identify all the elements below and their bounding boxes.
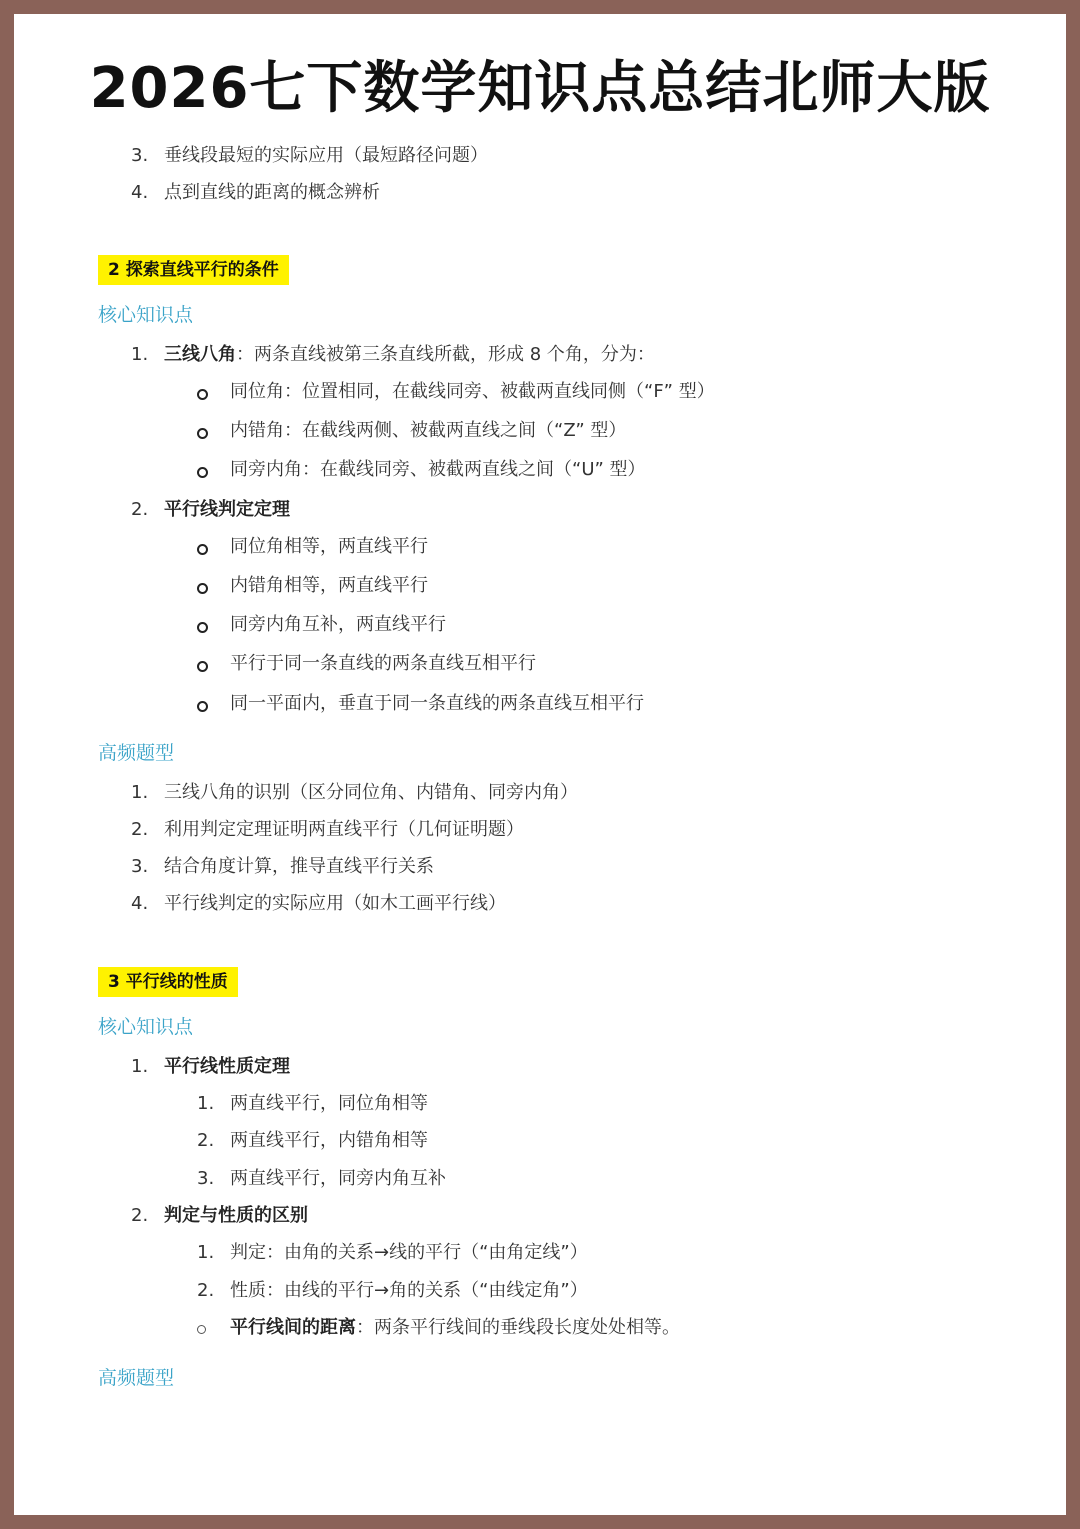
section-heading: 3 平行线的性质 <box>98 967 238 997</box>
section-heading: 2 探索直线平行的条件 <box>98 255 289 285</box>
term-bold: 平行线判定定理 <box>164 499 290 520</box>
term-bold: 平行线性质定理 <box>164 1056 290 1077</box>
list-text: 结合角度计算，推导直线平行关系 <box>164 856 434 877</box>
sub-list-text: 平行于同一条直线的两条直线互相平行 <box>230 653 536 674</box>
page-title: 2026七下数学知识点总结北师大版 <box>89 56 991 121</box>
core-knowledge-label: 核心知识点 <box>98 1016 194 1038</box>
circle-bullet-icon <box>197 428 208 439</box>
circle-bullet-icon <box>197 583 208 594</box>
circle-bullet-icon <box>197 622 208 633</box>
list-number: 3. <box>131 145 149 166</box>
list-number: 1. <box>131 1056 149 1077</box>
document-page <box>14 14 1066 1515</box>
sub-list-text: 同一平面内，垂直于同一条直线的两条直线互相平行 <box>230 693 644 714</box>
term-bold: 判定与性质的区别 <box>164 1205 308 1226</box>
list-number: 3. <box>131 856 149 877</box>
list-text: 平行线判定的实际应用（如木工画平行线） <box>164 893 506 914</box>
list-number: 2. <box>131 819 149 840</box>
sub-list-text: 两直线平行，内错角相等 <box>230 1130 428 1151</box>
list-number: 1. <box>131 344 149 365</box>
list-number: 4. <box>131 182 149 203</box>
sub-list-number: 2. <box>197 1130 215 1151</box>
sub-list-text: 内错角相等，两直线平行 <box>230 575 428 596</box>
list-text: 垂线段最短的实际应用（最短路径问题） <box>164 145 488 166</box>
list-number: 2. <box>131 499 149 520</box>
list-number: 1. <box>131 782 149 803</box>
list-number: 2. <box>131 1205 149 1226</box>
circle-bullet-icon <box>197 389 208 400</box>
sub-list-text: 同位角相等，两直线平行 <box>230 536 428 557</box>
sub-list-text: 判定：由角的关系→线的平行（“由角定线”） <box>230 1242 588 1263</box>
sub-list-text: 内错角：在截线两侧、被截两直线之间（“Z” 型） <box>230 420 627 441</box>
sub-list-text: 性质：由线的平行→角的关系（“由线定角”） <box>230 1280 588 1301</box>
core-knowledge-label: 核心知识点 <box>98 304 194 326</box>
list-number: 4. <box>131 893 149 914</box>
term-bold: 三线八角 <box>164 344 236 365</box>
sub-list-text: 同位角：位置相同，在截线同旁、被截两直线同侧（“F” 型） <box>230 381 715 402</box>
sub-list-number: 2. <box>197 1280 215 1301</box>
term-definition: ：两条平行线间的垂线段长度处处相等。 <box>356 1317 680 1338</box>
frequent-questions-label: 高频题型 <box>98 742 175 764</box>
frequent-questions-label: 高频题型 <box>98 1367 175 1389</box>
list-text: 点到直线的距离的概念辨析 <box>164 182 380 203</box>
sub-list-text: 两直线平行，同位角相等 <box>230 1093 428 1114</box>
circle-bullet-icon <box>197 661 208 672</box>
list-text: 三线八角的识别（区分同位角、内错角、同旁内角） <box>164 782 578 803</box>
circle-bullet-icon <box>197 701 208 712</box>
term-bold: 平行线间的距离 <box>230 1317 356 1338</box>
circle-bullet-icon <box>197 544 208 555</box>
sub-list-number: 1. <box>197 1093 215 1114</box>
circle-bullet-icon <box>197 467 208 478</box>
sub-list-text: 同旁内角：在截线同旁、被截两直线之间（“U” 型） <box>230 459 646 480</box>
circle-bullet-icon <box>197 1325 206 1334</box>
sub-list-number: 3. <box>197 1168 215 1189</box>
sub-list-text: 同旁内角互补，两直线平行 <box>230 614 446 635</box>
sub-list-number: 1. <box>197 1242 215 1263</box>
term-definition: ：两条直线被第三条直线所截，形成 8 个角，分为： <box>236 344 655 365</box>
list-text: 利用判定定理证明两直线平行（几何证明题） <box>164 819 524 840</box>
sub-list-text: 两直线平行，同旁内角互补 <box>230 1168 446 1189</box>
